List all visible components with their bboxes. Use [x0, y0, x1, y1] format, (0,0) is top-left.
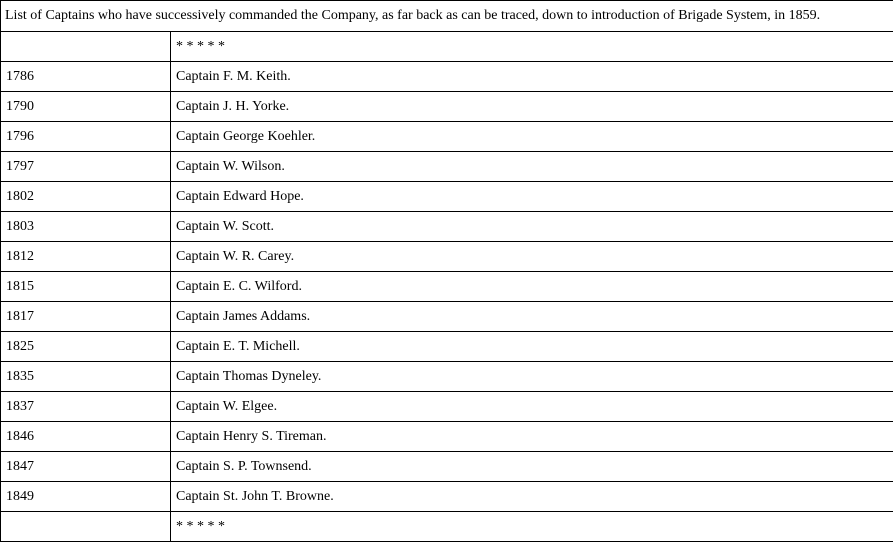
captain-cell: Captain Edward Hope. [171, 182, 893, 212]
table-row [1, 212, 893, 242]
table-row [1, 92, 893, 122]
captain-cell: * * * * * [171, 512, 893, 542]
year-cell: 1796 [1, 122, 171, 152]
table-row [1, 182, 893, 212]
table-row [1, 512, 893, 542]
captain-cell: Captain W. R. Carey. [171, 242, 893, 272]
table-row [1, 452, 893, 482]
year-cell: 1817 [1, 302, 171, 332]
captain-cell: Captain F. M. Keith. [171, 62, 893, 92]
year-cell: 1849 [1, 482, 171, 512]
year-cell: 1786 [1, 62, 171, 92]
year-cell: 1837 [1, 392, 171, 422]
captain-cell: Captain W. Elgee. [171, 392, 893, 422]
year-cell: 1846 [1, 422, 171, 452]
year-cell: 1812 [1, 242, 171, 272]
year-cell: 1797 [1, 152, 171, 182]
year-cell: 1825 [1, 332, 171, 362]
table-row [1, 422, 893, 452]
year-cell: 1847 [1, 452, 171, 482]
captain-cell: * * * * * [171, 32, 893, 62]
captain-cell: Captain St. John T. Browne. [171, 482, 893, 512]
captain-cell: Captain Thomas Dyneley. [171, 362, 893, 392]
year-cell: 1835 [1, 362, 171, 392]
table-row [1, 272, 893, 302]
table-row [1, 332, 893, 362]
table-row [1, 362, 893, 392]
year-cell: 1803 [1, 212, 171, 242]
year-cell: 1815 [1, 272, 171, 302]
year-cell: 1802 [1, 182, 171, 212]
captain-cell: Captain James Addams. [171, 302, 893, 332]
table-row [1, 152, 893, 182]
caption-row [1, 1, 893, 32]
year-cell: 1790 [1, 92, 171, 122]
table-row [1, 242, 893, 272]
year-cell [1, 32, 171, 62]
table-row [1, 392, 893, 422]
captain-cell: Captain E. C. Wilford. [171, 272, 893, 302]
captain-cell: Captain W. Scott. [171, 212, 893, 242]
table-row [1, 482, 893, 512]
captain-cell: Captain J. H. Yorke. [171, 92, 893, 122]
table-row [1, 62, 893, 92]
table-row [1, 302, 893, 332]
captain-cell: Captain George Koehler. [171, 122, 893, 152]
captain-cell: Captain W. Wilson. [171, 152, 893, 182]
year-cell [1, 512, 171, 542]
table-caption: List of Captains who have successively commanded the Company, as far back as can be traced, down to introduction of Brigade System, in 1859. [1, 1, 893, 32]
captain-cell: Captain S. P. Townsend. [171, 452, 893, 482]
table-row [1, 122, 893, 152]
captain-cell: Captain E. T. Michell. [171, 332, 893, 362]
table-row [1, 32, 893, 62]
captain-cell: Captain Henry S. Tireman. [171, 422, 893, 452]
